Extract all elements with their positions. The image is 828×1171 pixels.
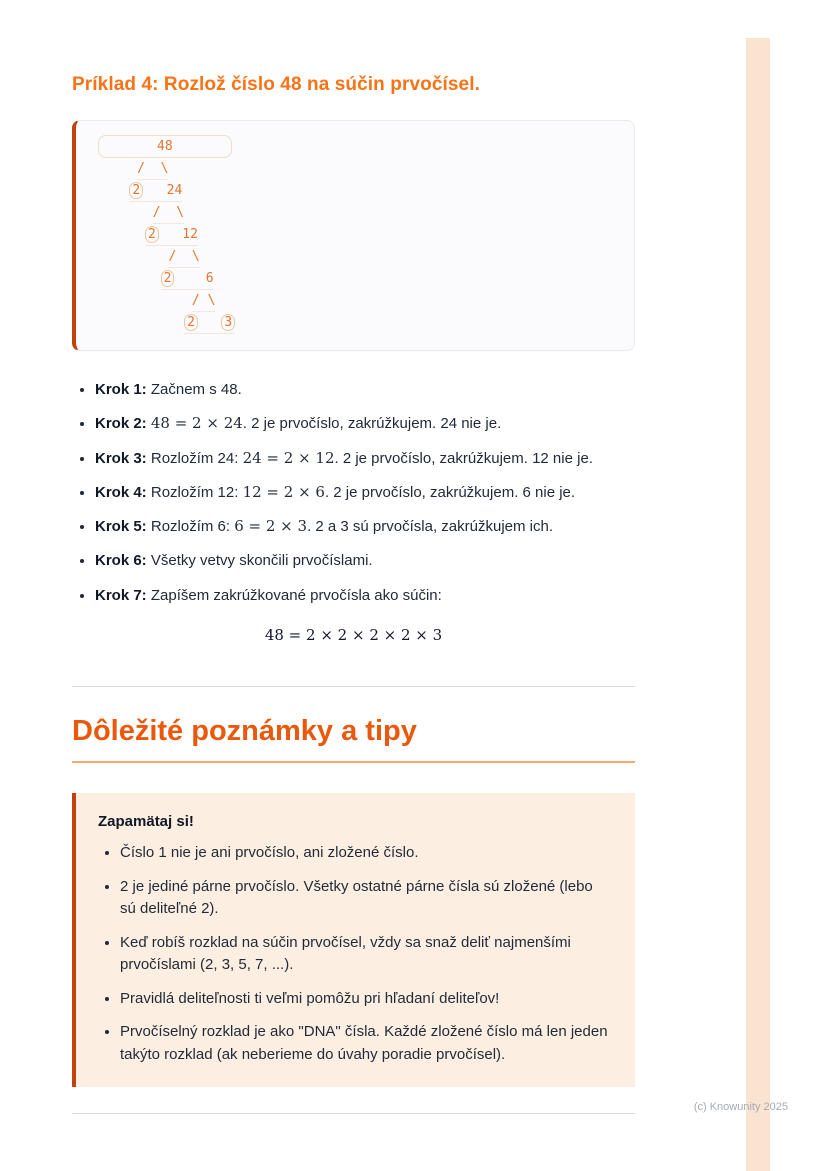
result-equation: 48 = 2 × 2 × 2 × 2 × 3 (264, 626, 443, 645)
factor-tree (98, 135, 612, 334)
circled-prime: 2 (129, 182, 143, 199)
callout-title: Zapamätaj si! (98, 813, 194, 831)
callout-item: • Pravidlá deliteľnosti ti veľmi pomôžu pri hľadaní deliteľov! (120, 988, 609, 1011)
math-expression: 12 = 2 × 6 (242, 482, 325, 501)
callout-item: • 2 je jediné párne prvočíslo. Všetky ostatné párne čísla sú zložené (lebo sú deliteľné 2). (120, 876, 609, 921)
step-item: • Krok 3: Rozložím 24: 24 = 2 × 12. 2 je prvočíslo, zakrúžkujem. 12 nie je. (95, 448, 635, 469)
circled-prime: 2 (145, 226, 159, 243)
callout-list (98, 842, 609, 1066)
circled-prime: 3 (221, 314, 235, 331)
step-item: • Krok 6: Všetky vetvy skončili prvočíslami. (95, 550, 635, 571)
example4-title: Príklad 4: Rozlož číslo 48 na súčin prvočísel. (72, 74, 480, 95)
step-label: Krok 7: (95, 586, 151, 604)
step-label: Krok 1: (95, 381, 151, 398)
step-item: • Krok 5: Rozložím 6: 6 = 2 × 3. 2 a 3 sú prvočísla, zakrúžkujem ich. (95, 516, 635, 537)
tree-line: / \ (98, 202, 612, 224)
tree-line: / \ (98, 246, 612, 268)
tree-line: 2 12 (98, 224, 612, 246)
callout-item: • Keď robíš rozklad na súčin prvočísel, vždy sa snaž deliť najmenšími prvočíslami (2, 3, 5, 7, ...). (120, 932, 609, 977)
step-label: Krok 6: (95, 552, 151, 570)
page-edge-strip (746, 38, 770, 1171)
remember-callout (72, 793, 635, 1087)
callout-item: • Číslo 1 nie je ani prvočíslo, ani zložené číslo. (120, 842, 609, 865)
math-expression: 48 = 2 × 24 (150, 414, 243, 433)
notes-title: Dôležité poznámky a tipy (72, 715, 635, 763)
tree-line: 2 6 (98, 268, 612, 290)
circled-prime: 2 (184, 314, 198, 331)
step-item: • Krok 2: 48 = 2 × 24. 2 je prvočíslo, zakrúžkujem. 24 nie je. (95, 413, 635, 434)
step-label: Krok 2: (95, 415, 151, 433)
step-label: Krok 4: (95, 483, 151, 501)
circled-prime: 2 (161, 270, 175, 287)
callout-item: • Prvočíselný rozklad je ako "DNA" čísla. Každé zložené číslo má len jeden takýto rozklad (ak neberieme do úvahy poradie prvočísel). (120, 1021, 609, 1066)
content-column (72, 0, 635, 1114)
tree-line: / \ (98, 158, 612, 180)
step-item: • Krok 7: Zapíšem zakrúžkované prvočísla ako súčin: (95, 585, 635, 606)
steps-list (72, 379, 635, 606)
step-item: • Krok 1: Začnem s 48. (95, 379, 635, 400)
step-label: Krok 3: (95, 449, 151, 467)
bottom-divider (72, 1113, 635, 1114)
math-expression: 6 = 2 × 3 (234, 517, 308, 536)
copyright-text: (c) Knowunity 2025 (693, 1101, 788, 1113)
section-divider (72, 686, 635, 687)
tree-line (98, 312, 612, 334)
tree-line: 48 (98, 135, 612, 158)
math-expression: 24 = 2 × 12 (242, 448, 335, 467)
factor-tree-box (72, 120, 635, 351)
step-label: Krok 5: (95, 518, 151, 536)
tree-line: 2 24 (98, 180, 612, 202)
step-item: • Krok 4: Rozložím 12: 12 = 2 × 6. 2 je prvočíslo, zakrúžkujem. 6 nie je. (95, 482, 635, 503)
tree-line: / \ (98, 290, 612, 312)
